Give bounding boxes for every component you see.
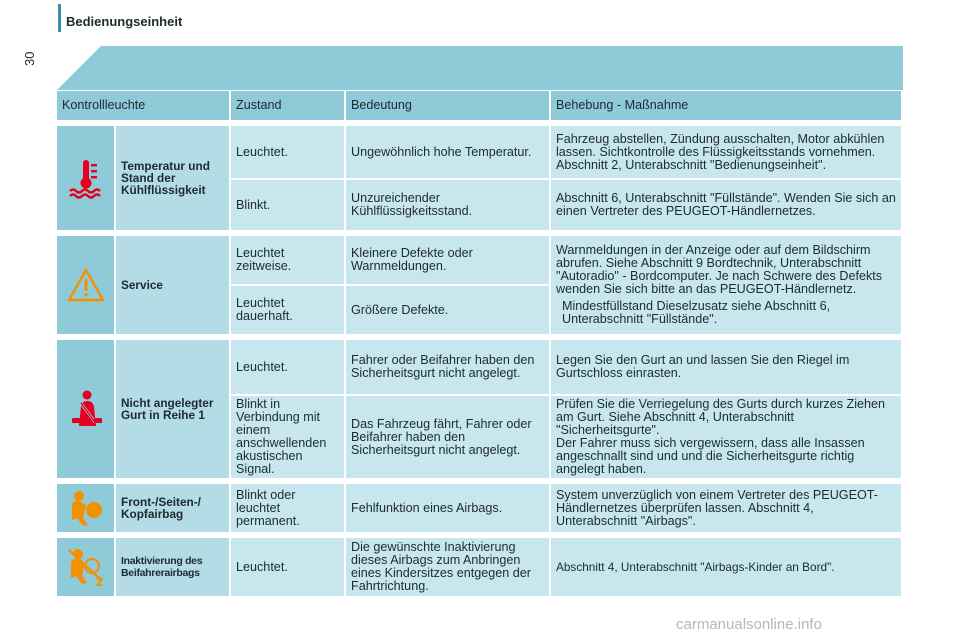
section-title: Bedienungseinheit [66, 14, 183, 29]
action-cell: Legen Sie den Gurt an und lassen Sie den Riegel im Gurtschloss einrasten. [551, 340, 903, 396]
state-cell: Leuchtet. [231, 126, 346, 180]
state-cell: Blinkt oder leuchtet permanent. [231, 484, 346, 534]
airbag-icon [57, 484, 116, 534]
table-row-passenger-airbag-off [57, 538, 903, 598]
decorative-top-band [57, 46, 903, 90]
action-paragraph: Der Fahrer muss sich vergewissern, dass alle Insassen angeschnallt sind und und die Sicherheitsgurte richtig angelegt haben. [556, 436, 865, 476]
passenger-airbag-off-icon [57, 538, 116, 598]
light-name-service: Service [116, 236, 231, 336]
warning-triangle-icon [57, 236, 116, 336]
meaning-cell: Größere Defekte. [346, 286, 551, 336]
action-cell-seatbelt-blink [551, 396, 903, 480]
action-cell: Abschnitt 6, Unterabschnitt "Füllstände". Wenden Sie sich an einen Vertreter des PEUGEOT-Händlernetzes. [551, 180, 903, 232]
state-cell: Leuchtet. [231, 340, 346, 396]
action-paragraph: Mindestfüllstand Dieselzusatz siehe Abschnitt 6, Unterabschnitt "Füllstände". [562, 299, 831, 326]
table-row-seatbelt [57, 340, 903, 396]
column-header-state: Zustand [231, 91, 346, 122]
table-row-airbag [57, 484, 903, 534]
meaning-cell: Fahrer oder Beifahrer haben den Sicherheitsgurt nicht angelegt. [346, 340, 551, 396]
action-cell: Fahrzeug abstellen, Zündung ausschalten, Motor abkühlen lassen. Sichtkontrolle des Flüssigkeitsstands vornehmen. Abschnitt 2, Unterabschnitt "Bedienungseinheit". [551, 126, 903, 180]
light-name-seatbelt: Nicht angelegter Gurt in Reihe 1 [116, 340, 231, 480]
state-cell: Leuchtet dauerhaft. [231, 286, 346, 336]
meaning-cell: Kleinere Defekte oder Warnmeldungen. [346, 236, 551, 286]
column-header-meaning: Bedeutung [346, 91, 551, 122]
action-cell-service [551, 236, 903, 336]
meaning-cell: Unzureichender Kühlflüssigkeitsstand. [346, 180, 551, 232]
action-paragraph: Warnmeldungen in der Anzeige oder auf dem Bildschirm abrufen. Siehe Abschnitt 9 Bordtechnik, Unterabschnitt "Autoradio" - Bordcomputer. Je nach Schwere des Defekts wenden Sie sich bitte an das PEUGEOT-Händlernetz. [556, 243, 883, 296]
table-header-row [57, 91, 903, 122]
table-row-service [57, 236, 903, 286]
page-number: 30 [22, 51, 37, 66]
seatbelt-icon [57, 340, 116, 480]
header-accent-bar [58, 4, 61, 32]
light-name-airbag: Front-/Seiten-/ Kopfairbag [116, 484, 231, 534]
coolant-temperature-icon [57, 126, 116, 232]
table-row-temperature [57, 126, 903, 180]
column-header-action: Behebung - Maßnahme [551, 91, 903, 122]
warning-lights-table [57, 91, 903, 598]
action-paragraph: Prüfen Sie die Verriegelung des Gurts durch kurzes Ziehen am Gurt. Siehe Abschnitt 4, Unterabschnitt "Sicherheitsgurte". [556, 397, 886, 437]
column-header-light: Kontrollleuchte [57, 91, 231, 122]
meaning-cell: Fehlfunktion eines Airbags. [346, 484, 551, 534]
meaning-cell: Das Fahrzeug fährt, Fahrer oder Beifahrer haben den Sicherheitsgurt nicht angelegt. [346, 396, 551, 480]
meaning-cell: Die gewünschte Inaktivierung dieses Airbags zum Anbringen eines Kindersitzes entgegen der Fahrtrichtung. [346, 538, 551, 598]
action-cell: Abschnitt 4, Unterabschnitt "Airbags-Kinder an Bord". [551, 538, 903, 598]
state-cell: Blinkt. [231, 180, 346, 232]
light-name-temperature: Temperatur und Stand der Kühlflüssigkeit [116, 126, 231, 232]
state-cell: Leuchtet. [231, 538, 346, 598]
watermark: carmanualsonline.info [676, 616, 822, 633]
state-cell: Blinkt in Verbindung mit einem anschwellenden akustischen Signal. [231, 396, 346, 480]
action-cell: System unverzüglich von einem Vertreter des PEUGEOT-Händlernetzes überprüfen lassen. Abschnitt 4, Unterabschnitt "Airbags". [551, 484, 903, 534]
light-name-passenger-airbag-off: Inaktivierung des Beifahrerairbags [116, 538, 231, 598]
state-cell: Leuchtet zeitweise. [231, 236, 346, 286]
meaning-cell: Ungewöhnlich hohe Temperatur. [346, 126, 551, 180]
svg-text:2: 2 [95, 574, 103, 588]
